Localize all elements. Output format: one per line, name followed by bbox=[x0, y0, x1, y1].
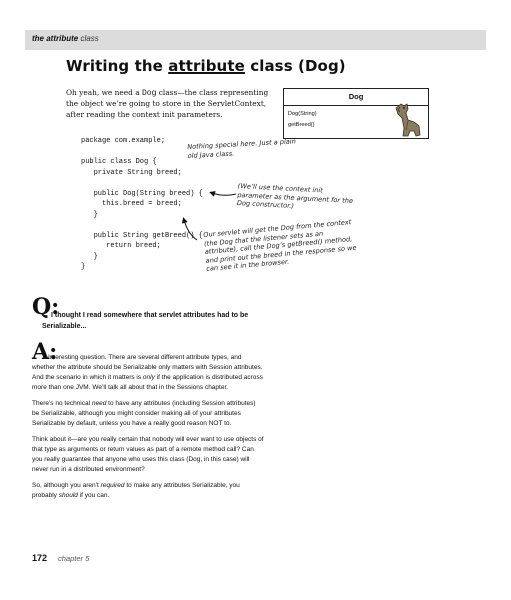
question-letter: Q: bbox=[32, 294, 60, 320]
answer-paragraph bbox=[32, 353, 264, 393]
answer-text: if the application is distributed across more than one JVM. We’ll talk all about that in the Sessions chapter. bbox=[32, 374, 263, 391]
page-title bbox=[66, 57, 346, 75]
running-header bbox=[32, 34, 99, 43]
answer-text: to have any attributes (including Session attributes) be Serializable, although you might consider making all of your attributes Serializable by default, unless you have a really good reason NOT to. bbox=[32, 400, 256, 427]
answer-text: Interesting question. There are several different attribute types, and whether the attribute should be Serializable only matters with Session attributes. And the scenario in which it matters is bbox=[32, 354, 263, 381]
answer-paragraph bbox=[32, 481, 264, 501]
arrow-to-constructor bbox=[212, 193, 236, 195]
title-pre: Writing the bbox=[66, 57, 169, 75]
annotation-servlet: Our servlet will get the Dog from the context (the Dog that the listener sets as an attribute), call the Dog’s getBreed() method, and print out the breed in the response so we can see it in the browser. bbox=[203, 218, 357, 274]
uml-class-name: Dog bbox=[284, 89, 428, 106]
answer-paragraph: Think about it—are you really certain that nobody will ever want to use objects of that type as arguments or return values as part of a remote method call? Can you really guarantee that anyone who uses this class (Dog, in this case) will never run in a distributed environment? bbox=[32, 436, 264, 473]
dog-illustration-icon bbox=[386, 98, 426, 138]
intro-paragraph bbox=[66, 88, 271, 120]
annotation-constructor: (We’ll use the context init parameter as the argument for the Dog constructor.) bbox=[236, 182, 354, 211]
answer-emphasis: required bbox=[100, 482, 125, 489]
intro-post: class—the class representing the object we’re going to store in the ServletContext, after reading the context init parameters. bbox=[66, 88, 269, 119]
answer-text: to make any attributes Serializable, you probably bbox=[32, 482, 240, 499]
title-post: class (Dog) bbox=[244, 57, 346, 75]
answer-emphasis: should bbox=[58, 492, 78, 499]
code-listing: package com.example; public class Dog { private String breed; public Dog(String breed) { this.breed = breed; } public String getBreed() { return breed; } } bbox=[81, 137, 203, 271]
intro-pre: Oh yeah, we need a bbox=[66, 88, 142, 97]
answer-emphasis: need bbox=[91, 400, 107, 407]
question-text: I thought I read somewhere that servlet attributes had to be Serializable... bbox=[42, 312, 249, 330]
header-bold: the attribute bbox=[32, 34, 79, 43]
title-underline: attribute bbox=[168, 57, 245, 75]
answer-text: There’s no technical bbox=[32, 400, 92, 407]
page-number: 172 bbox=[32, 553, 48, 563]
answer-body bbox=[32, 353, 264, 507]
annotation-plain-class: Nothing special here. Just a plain old Java class. bbox=[187, 137, 297, 160]
chapter-label: chapter 5 bbox=[58, 554, 90, 563]
intro-code: Dog bbox=[141, 89, 157, 98]
uml-method: getBreed() bbox=[288, 122, 315, 128]
uml-method: Dog(String) bbox=[288, 111, 317, 117]
answer-text: So, although you aren’t bbox=[32, 482, 101, 489]
answer-paragraph bbox=[32, 399, 264, 429]
answer-letter: A: bbox=[32, 339, 58, 365]
answer-emphasis: only bbox=[142, 374, 155, 381]
answer-text: if you can. bbox=[77, 492, 110, 499]
header-rest: class bbox=[80, 34, 99, 43]
